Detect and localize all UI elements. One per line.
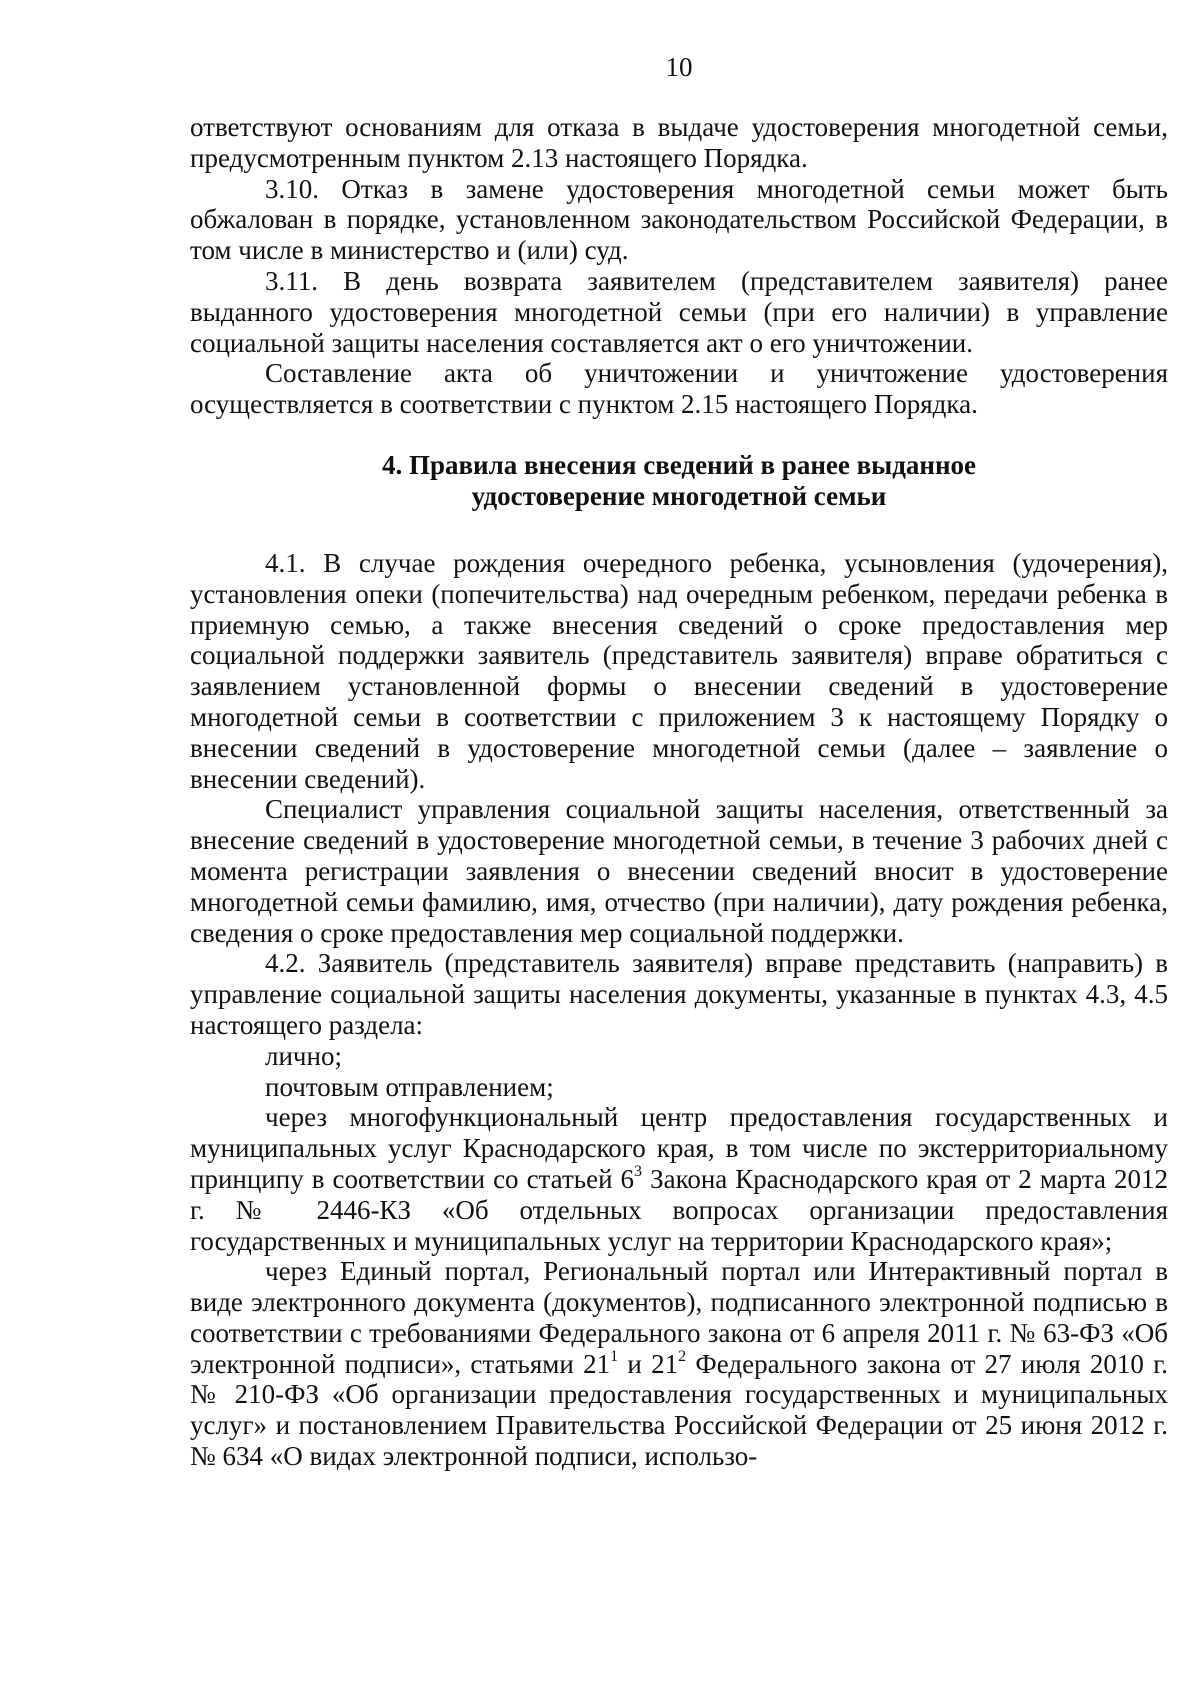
paragraph-4-2: 4.2. Заявитель (представитель заявителя) вправе представить (направить) в управление социальной защиты населения документы, указанные в пунктах 4.3, 4.5 настоящего раздела: [190, 948, 1168, 1040]
paragraph-specialist: Специалист управления социальной защиты населения, ответственный за внесение сведений в удостоверение многодетной семьи, в течение 3 рабочих дней с момента регистрации заявления о внесении сведений вносит в удостоверение многодетной семьи фамилию, имя, отчество (при наличии), дату рождения ребенка, сведения о сроке предоставления мер социальной поддержки. [190, 794, 1168, 948]
list-item-portal [190, 1256, 1168, 1472]
superscript: 1 [610, 1347, 619, 1365]
list-item-mfc-text-1: через многофункциональный центр предоставления государственных и муниципальных услуг Краснодарского края, в том числе по экстерриториальному принципу в соответствии со статьей 6 [190, 1102, 1168, 1194]
list-item-portal-text-3: Федерального закона от 27 июля 2010 г. № 210-ФЗ «Об организации предоставления государственных и муниципальных услуг» и постановлением Правительства Российской Федерации от 25 июня 2012 г. № 634 «О видах электронной подписи, использо- [190, 1348, 1168, 1472]
document-body [190, 112, 1168, 1472]
list-item-portal-text-1: через Единый портал, Региональный портал или Интерактивный портал в виде электронного документа (документов), подписанного электронной подписью в соответствии с требованиями Федерального закона от 6 апреля 2011 г. № 63-ФЗ «Об электронной подписи», статьями 21 [190, 1256, 1168, 1379]
list-item-post: почтовым отправлением; [265, 1071, 554, 1102]
paragraph-3-11: 3.11. В день возврата заявителем (представителем заявителя) ранее выданного удостоверения многодетной семьи (при его наличии) в управление социальной защиты населения составляется акт о его уничтожении. [190, 265, 1168, 358]
page-number: 10 [665, 52, 693, 82]
section-4-heading [190, 450, 1168, 512]
section-4-heading-line-1: 4. Правила внесения сведений в ранее выданное [381, 449, 977, 480]
paragraph-4-1: 4.1. В случае рождения очередного ребенка, усыновления (удочерения), установления опеки (попечительства) над очередным ребенком, передачи ребенка в приемную семью, а также внесения сведений о сроке предоставления мер социальной поддержки заявитель (представитель заявителя) вправе обратиться с заявлением установленной формы о внесении сведений в удостоверение многодетной семьи в соответствии с приложением 3 к настоящему Порядку о внесении сведений в удостоверение многодетной семьи (далее – заявление о внесении сведений). [190, 547, 1168, 794]
superscript: 3 [634, 1162, 643, 1180]
superscript: 2 [678, 1347, 687, 1365]
list-item-personally: лично; [265, 1040, 342, 1071]
paragraph-3-10: 3.10. Отказ в замене удостоверения многодетной семьи может быть обжалован в порядке, установленном законодательством Российской Федерации, в том числе в министерство и (или) суд. [190, 173, 1168, 266]
paragraph-continuation: ответствуют основаниям для отказа в выдаче удостоверения многодетной семьи, предусмотренным пунктом 2.13 настоящего Порядка. [190, 112, 1168, 173]
section-4-heading-line-2: удостоверение многодетной семьи [471, 480, 887, 511]
paragraph-destruction-act: Составление акта об уничтожении и уничтожение удостоверения осуществляется в соответствии с пунктом 2.15 настоящего Порядка. [190, 358, 1168, 420]
list-item-mfc-text-2: Закона Краснодарского края от 2 марта 2012 г. № 2446-КЗ «Об отдельных вопросах организации предоставления государственных и муниципальных услуг на территории Краснодарского края»; [190, 1163, 1168, 1256]
list-item-portal-text-2: и 21 [618, 1348, 679, 1379]
list-item-mfc [190, 1102, 1168, 1256]
